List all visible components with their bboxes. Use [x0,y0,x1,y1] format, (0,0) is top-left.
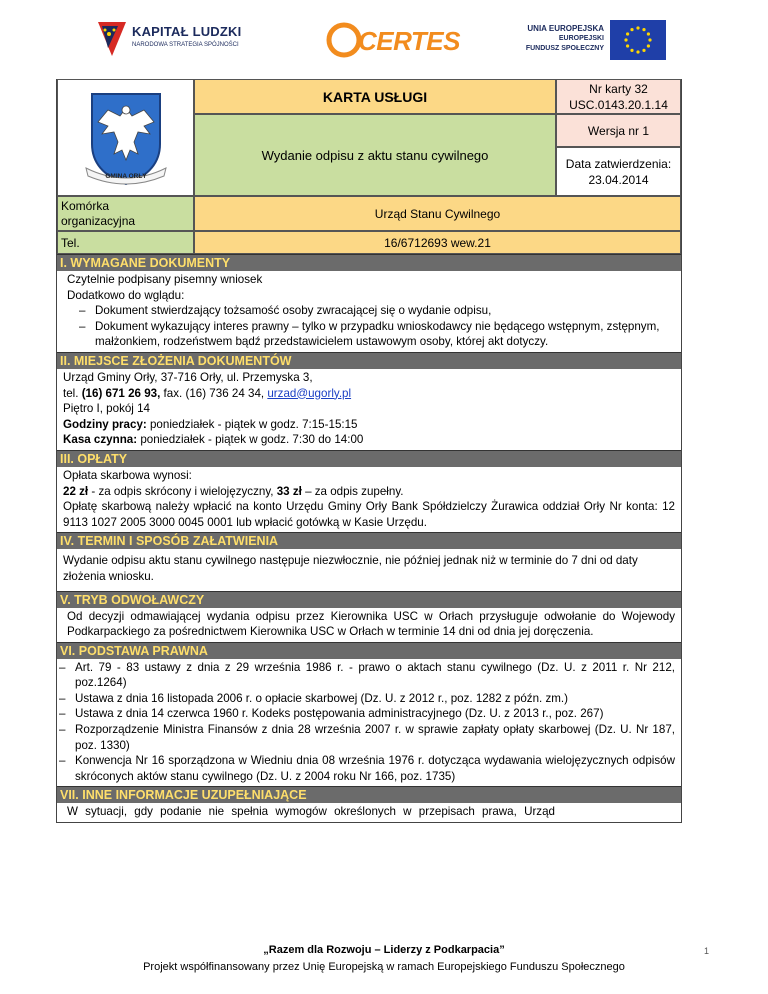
unit-value: Urząd Stanu Cywilnego [194,196,681,231]
crest-cell [57,79,194,196]
list-item: – Art. 79 - 83 ustawy z dnia z 29 września 1986 r. - prawo o aktach stanu cywilnego (Dz. U. z 2011 r. Nr 212, poz.1264) [59,660,675,691]
fees-line [63,484,675,500]
section-heading-legal-basis: VI. PODSTAWA PRAWNA [57,642,681,659]
eu-logo [504,18,664,64]
section-heading-submission-place: II. MIEJSCE ZŁOŻENIA DOKUMENTÓW [57,352,681,369]
office-email-link[interactable]: urzad@ugorly.pl [267,386,352,400]
section-body-submission-place [57,369,681,450]
cash-hours [63,432,675,448]
list-item: – Ustawa z dnia 14 czerwca 1960 r. Kodeks postępowania administracyjnego (Dz. U. z 2013 r., poz. 267) [59,706,675,722]
fees-account: Opłatę skarbową należy wpłacić na konto Urzędu Gminy Orły Bank Spółdzielczy Żurawica oddział Orły Nr konta: 12 9113 1027 2005 3000 0045 0001 lub wpłacić gotówką w Kasie Urzędu. [63,500,675,529]
approval-date-label: Data zatwierdzenia: [565,156,672,171]
cash-hours-label: Kasa czynna: [63,433,138,447]
page-footer [0,942,768,976]
footer-cofinancing: Projekt współfinansowany przez Unię Europejską w ramach Europejskiego Funduszu Społecznego [143,961,625,973]
version: Wersja nr 1 [556,114,681,147]
kapital-ludzki-subtitle: NARODOWA STRATEGIA SPÓJNOŚCI [132,42,239,48]
eu-text [504,24,604,54]
legal-basis-list [59,660,675,785]
office-room: Piętro I, pokój 14 [63,402,151,416]
card-title: KARTA USŁUGI [194,79,556,114]
fee-full: 33 zł [276,484,302,498]
office-hours [63,417,675,433]
section-heading-fees: III. OPŁATY [57,450,681,467]
crest-caption: GMINA ORŁY [104,172,147,180]
card-number [556,79,681,114]
eu-line2: EUROPEJSKI [558,35,604,42]
logo-bar [0,0,768,78]
certes-emblem-icon [326,22,362,58]
service-subject: Wydanie odpisu z aktu stanu cywilnego [194,114,556,196]
fee-short: 22 zł [63,484,89,498]
fax-label: fax. [160,386,183,400]
section-body-legal-basis [57,659,681,787]
certes-wordmark: CERTES [358,26,460,56]
card-header-table [57,79,681,254]
kapital-ludzki-logo [96,16,246,62]
contact-line [63,386,675,402]
eu-line3: FUNDUSZ SPOŁECZNY [525,45,604,52]
kapital-ludzki-emblem-icon [96,18,128,58]
fees-intro: Opłata skarbowa wynosi: [63,468,192,482]
section-heading-other-info: VII. INNE INFORMACJE UZUPEŁNIAJĄCE [57,786,681,803]
footer-project-name: „Razem dla Rozwoju – Liderzy z Podkarpacia” [263,944,505,956]
list-item: – Ustawa z dnia 16 listopada 2006 r. o opłacie skarbowej (Dz. U. z 2012 r., poz. 1282 z późn. zm.) [59,691,675,707]
card-number-line2: USC.0143.20.1.14 [569,97,668,112]
phone-label: Tel. [57,231,194,254]
tel-prefix: tel. [63,386,82,400]
eu-flag-icon [610,20,666,60]
section-body-other-info: W sytuacji, gdy podanie nie spełnia wymogów określonych w przepisach prawa, Urząd [57,803,681,823]
unit-label [57,196,194,231]
required-documents-list [67,303,675,350]
list-item: – Dokument wykazujący interes prawny – tylko w przypadku wnioskodawcy nie będącego wstępnym, zstępnym, małżonkiem, rodzeństwem bądź przedstawicielem ustawowym osoby, której akt dotyczy. [67,319,675,350]
list-item: – Dokument stwierdzający tożsamość osoby zwracającej się o wydanie odpisu, [67,303,675,319]
approval-date-value: 23.04.2014 [588,172,649,187]
office-phone: (16) 671 26 93, [81,386,161,400]
service-card [56,79,682,823]
unit-label-line2: organizacyjna [61,213,136,228]
section-heading-appeal: V. TRYB ODWOŁAWCZY [57,591,681,608]
section-heading-deadline: IV. TERMIN I SPOSÓB ZAŁATWIENIA [57,532,681,549]
section-body-deadline: Wydanie odpisu aktu stanu cywilnego następuje niezwłocznie, nie później jednak niż w terminie do 7 dni od daty złożenia wniosku. [63,554,638,583]
office-fax: (16) 736 24 34, [182,386,268,400]
office-address: Urząd Gminy Orły, 37-716 Orły, ul. Przemyska 3, [63,370,313,384]
required-line2: Dodatkowo do wglądu: [67,288,185,302]
fee-full-text: – za odpis zupełny. [301,484,404,498]
section-heading-required-documents: I. WYMAGANE DOKUMENTY [57,254,681,271]
kapital-ludzki-title: KAPITAŁ LUDZKI [132,24,242,39]
section-body-fees [57,467,681,532]
cash-hours-value: poniedziałek - piątek w godz. 7:30 do 14:00 [137,433,364,447]
office-hours-value: poniedziałek - piątek w godz. 7:15-15:15 [146,417,358,431]
gmina-orly-crest-icon [78,88,174,188]
office-hours-label: Godziny pracy: [63,417,147,431]
certes-logo [326,18,460,62]
approval-date [556,147,681,196]
card-number-line1: Nr karty 32 [589,81,648,96]
required-line1: Czytelnie podpisany pisemny wniosek [67,273,263,286]
section-body-appeal: Od decyzji odmawiającej wydania odpisu przez Kierownika USC w Orłach przysługuje odwołanie do Wojewody Podkarpackiego za pośrednictwem Kierownika USC w Orłach w terminie 14 dni od dnia jej doręczenia. [67,609,675,639]
section-body-required-documents [57,271,681,352]
phone-value: 16/6712693 wew.21 [194,231,681,254]
list-item: – Konwencja Nr 16 sporządzona w Wiedniu dnia 08 września 1976 r. dotycząca wydawania wielojęzycznych odpisów skróconych aktów stanu cywilnego (Dz. U. z 2004 roku Nr 166, poz. 1735) [59,753,675,784]
page-number: 1 [704,946,710,956]
fee-short-text: - za odpis skrócony i wielojęzyczny, [88,484,277,498]
list-item: – Rozporządzenie Ministra Finansów z dnia 28 września 2007 r. w sprawie zapłaty opłaty skarbowej (Dz. U. Nr 187, poz. 1330) [59,722,675,753]
eu-line1: UNIA EUROPEJSKA [527,24,604,33]
unit-label-line1: Komórka [61,198,110,213]
